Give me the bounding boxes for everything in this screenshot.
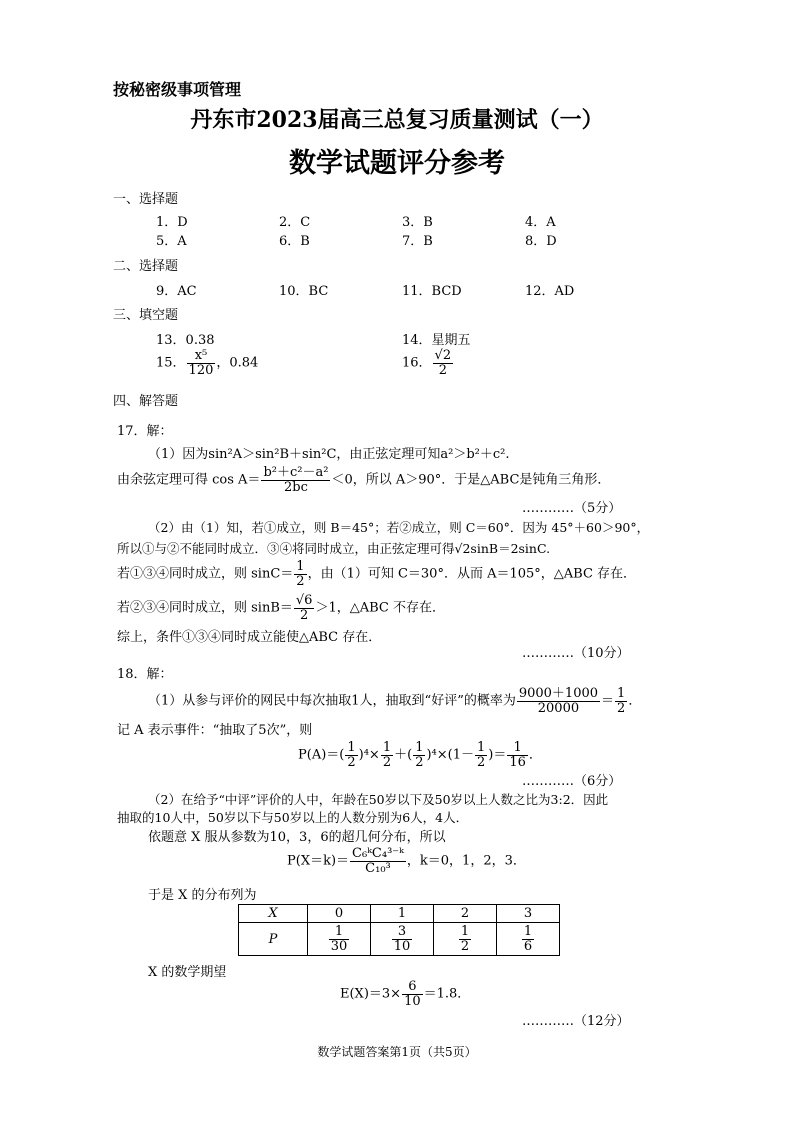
cosine-fraction [261, 466, 330, 494]
fraction-numerator: 1 [617, 686, 626, 701]
fraction-denominator: 2bc [284, 479, 308, 495]
answer-14: 14．星期五 [402, 333, 471, 348]
fraction-denominator: 20000 [537, 700, 580, 716]
fraction [392, 925, 413, 953]
q18-line7-formula [287, 847, 526, 875]
fraction-numerator: b²＋c²－a² [263, 465, 329, 480]
text-segment: ，k＝0，1，2，3． [406, 853, 526, 869]
fraction-denominator: 2 [477, 754, 486, 770]
text-segment: ． [528, 747, 542, 763]
fraction-denominator: 2 [382, 754, 392, 770]
answer-5: 5．A [156, 234, 187, 249]
table-cell: 2 [434, 905, 497, 923]
table-row [239, 905, 560, 923]
answer-16-prefix: 16． [402, 355, 432, 371]
q18-line9: X 的数学期望 [148, 965, 227, 980]
answer-7: 7．B [402, 234, 433, 249]
table-cell [497, 923, 560, 956]
fraction [329, 925, 350, 953]
text-segment: P(A)＝( [298, 747, 345, 763]
text-segment: P(X＝k)＝ [287, 853, 350, 869]
confidential-label: 按秘密级事项管理 [113, 80, 242, 99]
text-segment: E(X)＝3× [340, 986, 402, 1002]
text-segment: )＝ [488, 747, 507, 763]
fraction-numerator: 1 [347, 740, 356, 755]
fraction-denominator: 10 [404, 993, 421, 1009]
fraction-numerator: 1 [523, 923, 533, 939]
answer-1: 1．D [156, 215, 188, 230]
fraction [475, 741, 487, 769]
answer-16-fraction [433, 349, 454, 377]
section3-heading: 三、填空题 [113, 308, 179, 323]
fraction-numerator: √6 [295, 593, 313, 608]
fraction-numerator: 1 [382, 740, 392, 755]
q18-line10-formula [340, 980, 470, 1008]
answer-8: 8．D [525, 234, 557, 249]
text-segment: 由余弦定理可得 cos A＝ [117, 472, 261, 488]
table-cell [371, 923, 434, 956]
text-segment: ． [628, 693, 642, 709]
answer-15 [156, 349, 258, 377]
table-cell: 3 [497, 905, 560, 923]
answer-13: 13．0.38 [156, 333, 215, 348]
text-segment: 若②③④同时成立，则 sinB＝ [117, 600, 293, 616]
text-segment: )⁴×(1－ [426, 747, 474, 763]
answer-3: 3．B [402, 215, 433, 230]
fraction-numerator: 6 [402, 980, 423, 995]
section1-heading: 一、选择题 [113, 192, 179, 207]
answer-11: 11．BCD [402, 284, 462, 299]
fraction-numerator: √2 [434, 348, 452, 363]
fraction-denominator: 2 [438, 362, 447, 378]
fraction-denominator: 120 [188, 362, 214, 378]
q18-line2: 记 A 表示事件：“抽取了5次”，则 [117, 723, 313, 738]
fraction-denominator: 10 [393, 938, 411, 954]
answer-10: 10．BC [279, 284, 329, 299]
answer-15-suffix: ，0.84 [216, 355, 259, 371]
fraction-numerator: 9000＋1000 [518, 686, 599, 701]
fraction-denominator: 2 [347, 754, 356, 770]
q17-line2 [117, 466, 610, 494]
table-row [239, 923, 560, 956]
q17-line4: 所以①与②不能同时成立．③④将同时成立，由正弦定理可得√2sinB＝2sinC. [117, 541, 551, 556]
text-segment: ＋( [394, 747, 413, 763]
q17-line7: 综上，条件①③④同时成立能使△ABC 存在． [117, 630, 382, 645]
fraction-denominator: 2 [296, 573, 305, 589]
section4-heading: 四、解答题 [113, 394, 179, 409]
fraction [507, 741, 528, 769]
answer-15-fraction [187, 349, 216, 377]
answer-6: 6．B [279, 234, 310, 249]
q18-line5: 抽取的10人中，50岁以下与50岁以上的人数分别为6人，4人． [117, 810, 469, 825]
fraction-numerator: 1 [460, 923, 470, 939]
probability-fraction [517, 687, 600, 715]
q17-score-2: …………（10分） [522, 646, 630, 661]
text-segment: ＞1，△ABC 不存在． [315, 600, 445, 616]
q17-line1: （1）因为sin²A＞sin²B＋sin²C，由正弦定理可知a²＞b²＋c². [148, 447, 510, 462]
fraction-numerator: 1 [329, 925, 350, 940]
text-segment: ＝ [601, 693, 615, 709]
answer-2: 2．C [279, 215, 311, 230]
q17-label: 17．解： [117, 424, 173, 439]
section2-heading: 二、选择题 [113, 259, 179, 274]
fraction-denominator: 16 [509, 754, 526, 770]
table-cell: 0 [308, 905, 371, 923]
sine-fraction [294, 560, 306, 588]
fraction [459, 925, 471, 953]
fraction [413, 741, 425, 769]
fraction-denominator: 6 [523, 938, 533, 954]
fraction [381, 741, 393, 769]
text-segment: ＝1.8． [423, 986, 471, 1002]
answer-9: 9．AC [156, 284, 197, 299]
page-subtitle: 数学试题评分参考 [289, 148, 505, 179]
fraction-denominator: 2 [300, 607, 309, 623]
answer-4: 4．A [525, 215, 556, 230]
table-header-cell: P [239, 923, 308, 956]
fraction-denominator: 2 [617, 700, 626, 716]
q18-score-1: …………（6分） [522, 774, 622, 789]
q18-line3-formula [298, 741, 542, 769]
q17-line6 [117, 594, 445, 622]
probability-fraction [615, 687, 627, 715]
q18-label: 18．解： [117, 667, 173, 682]
fraction-numerator: 1 [507, 741, 528, 756]
hypergeometric-fraction [350, 847, 406, 875]
page-footer: 数学试题答案第1页（共5页） [317, 1045, 477, 1059]
expectation-fraction [402, 980, 423, 1008]
table-cell: 1 [371, 905, 434, 923]
answer-15-prefix: 15． [156, 355, 186, 371]
fraction-denominator: 30 [330, 938, 348, 954]
answer-12: 12．AD [525, 284, 575, 299]
table-cell [308, 923, 371, 956]
fraction-numerator: 3 [392, 925, 413, 940]
sine-fraction [294, 594, 315, 622]
fraction-numerator: C₆ᵏC₄³⁻ᵏ [352, 846, 404, 861]
q17-score-1: …………（5分） [522, 501, 622, 516]
page-title: 丹东市2023届高三总复习质量测试（一） [190, 107, 604, 133]
fraction-numerator: x⁵ [187, 349, 216, 364]
fraction [345, 741, 357, 769]
distribution-table [238, 904, 560, 956]
fraction-denominator: 2 [460, 938, 470, 954]
q18-line1 [148, 687, 641, 715]
q18-line6: 依题意 X 服从参数为10，3，6的超几何分布，所以 [148, 830, 446, 845]
q17-line3: （2）由（1）知，若①成立，则 B＝45°；若②成立，则 C＝60°．因为 45°＋60＞90°， [148, 520, 650, 535]
fraction-numerator: 1 [296, 559, 305, 574]
answer-16 [402, 349, 454, 377]
text-segment: 若①③④同时成立，则 sinC＝ [117, 566, 294, 582]
text-segment: （1）从参与评价的网民中每次抽取1人，抽取到“好评”的概率为 [148, 693, 516, 709]
fraction-numerator: 1 [477, 740, 486, 755]
fraction-denominator: 2 [415, 754, 424, 770]
text-segment: )⁴× [358, 747, 380, 763]
fraction [522, 925, 534, 953]
q18-line4: （2）在给予“中评”评价的人中，年龄在50岁以下及50岁以上人数之比为3:2．因此 [148, 792, 609, 807]
table-cell [434, 923, 497, 956]
text-segment: ，由（1）可知 C＝30°．从而 A＝105°，△ABC 存在． [307, 566, 637, 582]
q17-line5 [117, 560, 636, 588]
fraction-numerator: 1 [415, 740, 424, 755]
fraction-denominator: C₁₀³ [365, 860, 391, 876]
q18-line8: 于是 X 的分布列为 [148, 888, 257, 903]
table-header-cell: X [239, 905, 308, 923]
text-segment: ＜0，所以 A＞90°．于是△ABC是钝角三角形． [331, 472, 611, 488]
q18-score-2: …………（12分） [522, 1014, 630, 1029]
